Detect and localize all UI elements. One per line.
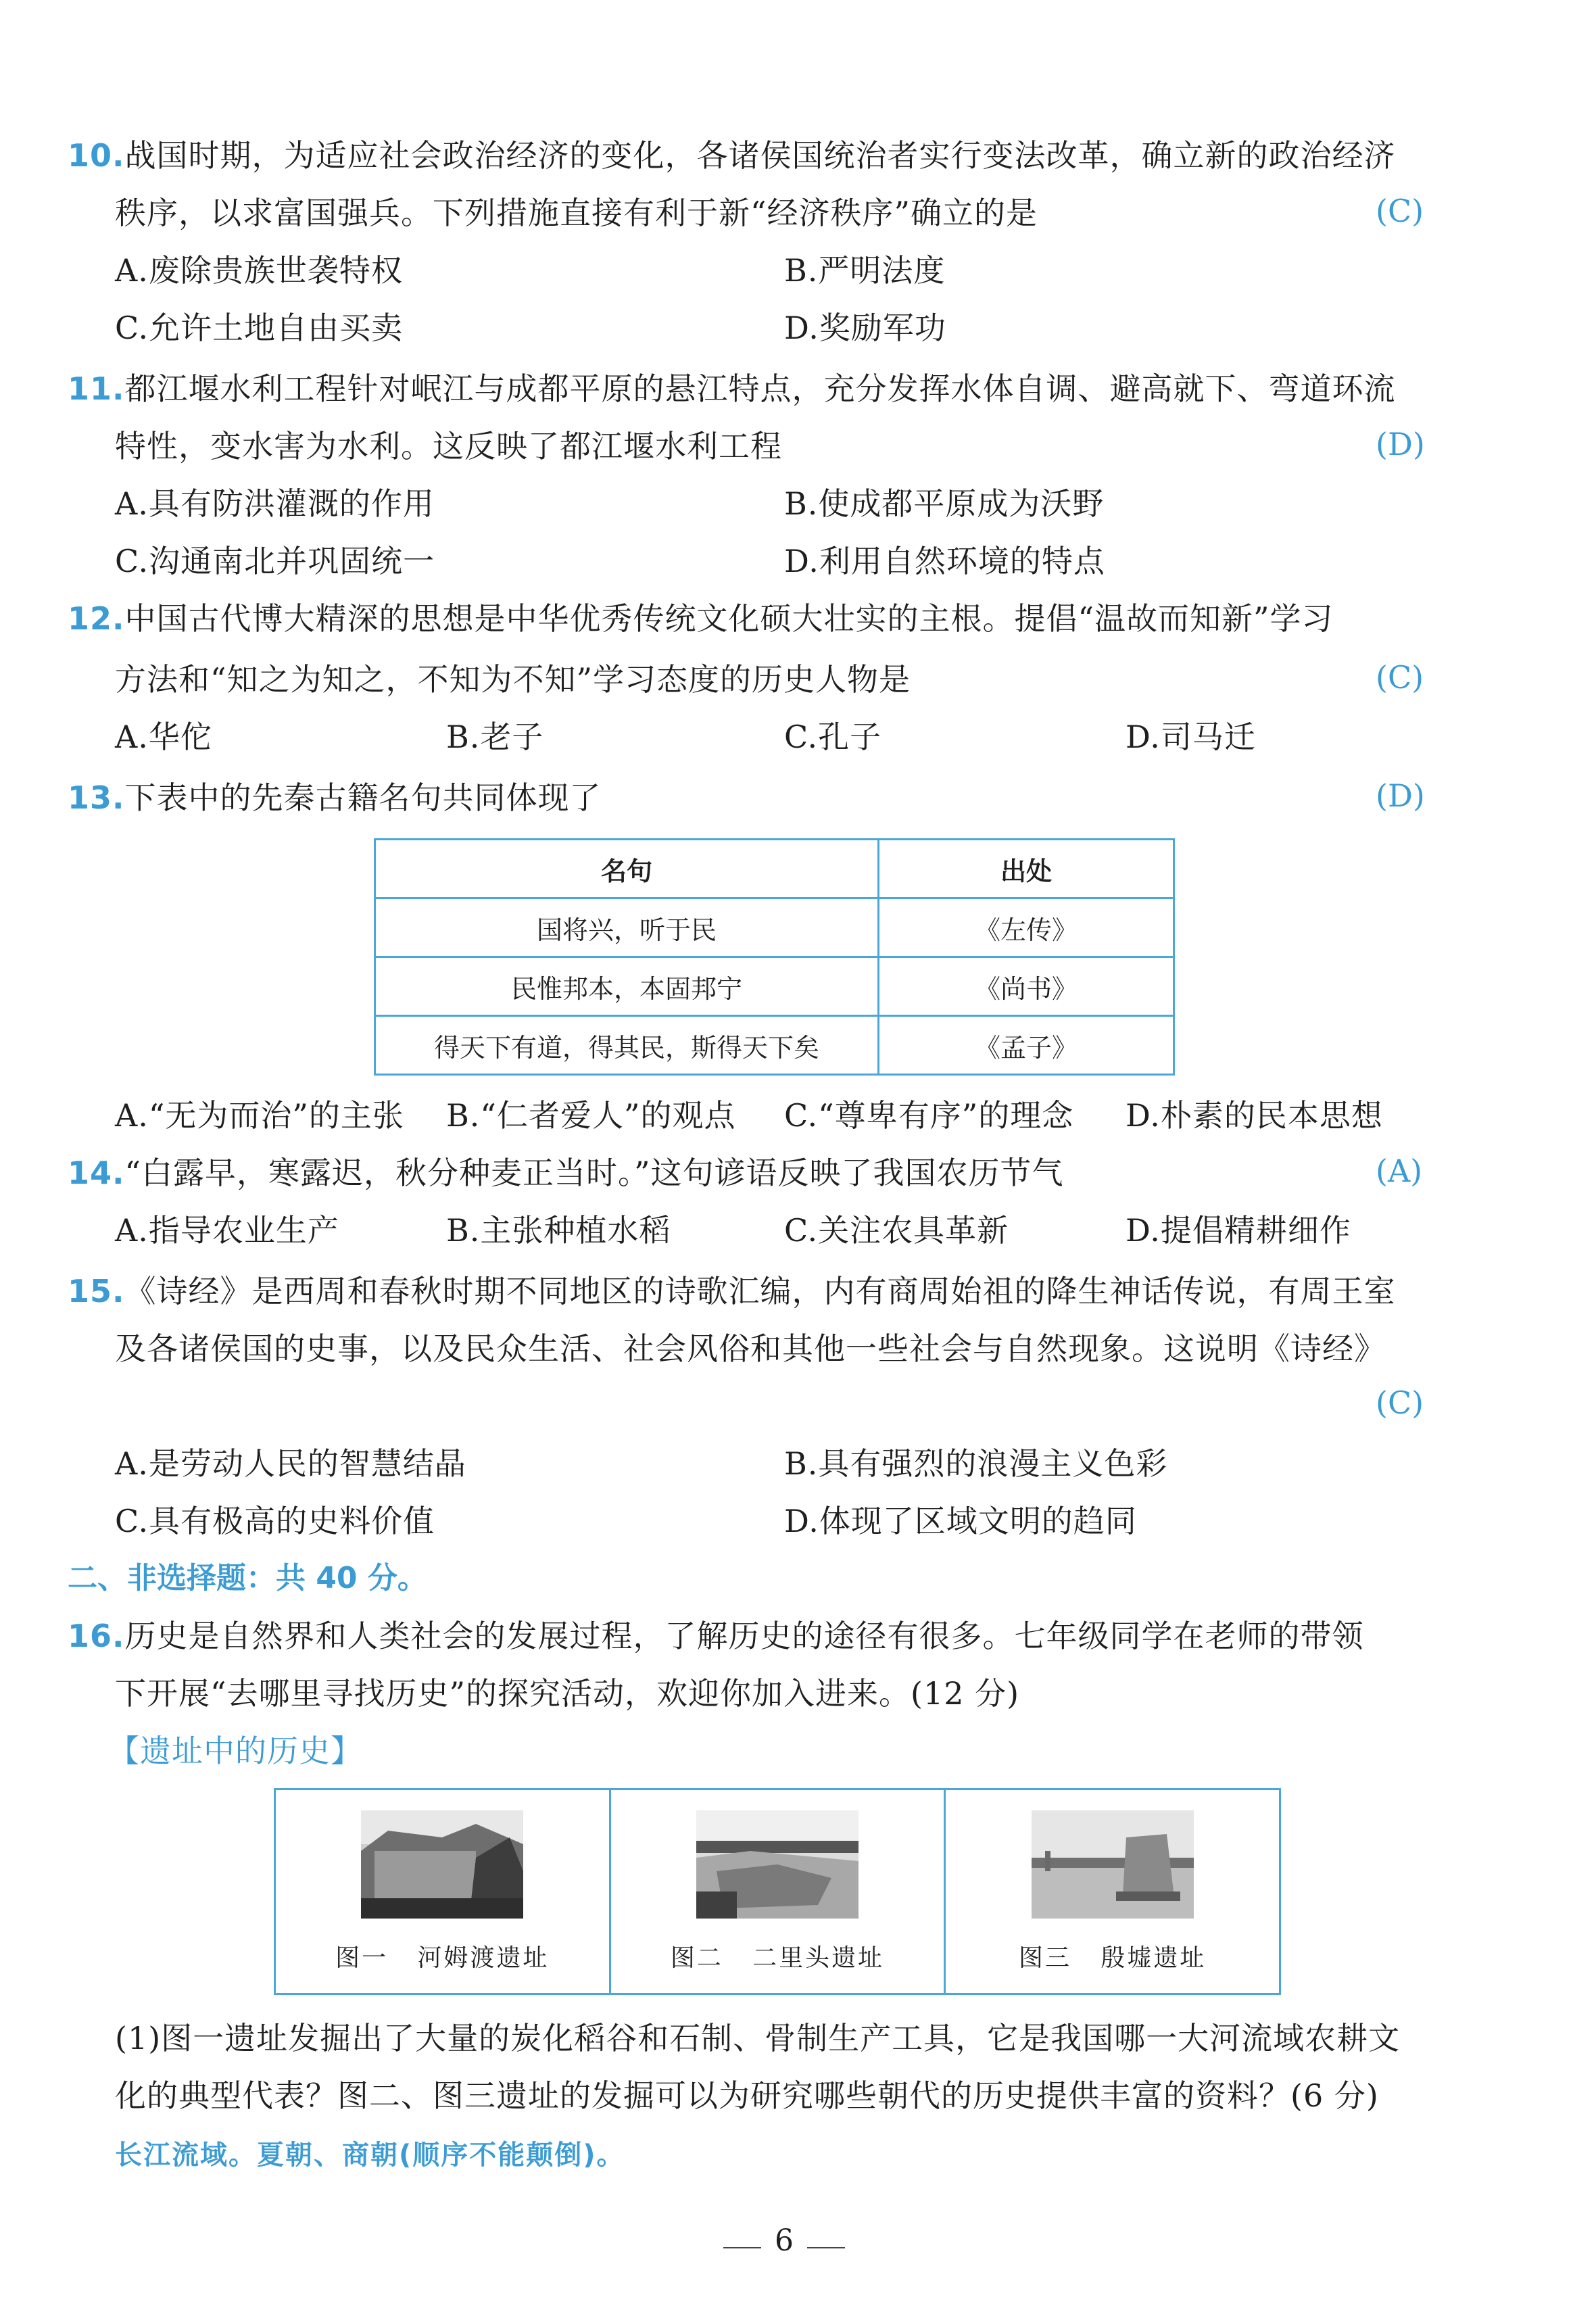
- hemudu-photo: [361, 1810, 523, 1919]
- q12-number: 12.: [68, 600, 125, 637]
- q11-option-c: C.沟通南北并巩固统一: [115, 543, 435, 579]
- q10-option-d: D.奖励军功: [784, 310, 946, 346]
- q12-option-c: C.孔子: [784, 719, 882, 755]
- table-cell-quote: 得天下有道，得其民，斯得天下矣: [375, 1016, 879, 1075]
- page-number: 6: [683, 2221, 886, 2261]
- q13-option-c: C.“尊卑有序”的理念: [784, 1097, 1074, 1134]
- table-row: [375, 1016, 1174, 1075]
- site-panel-1: [276, 1790, 611, 1993]
- q11-number: 11.: [68, 370, 125, 407]
- q10-option-c: C.允许土地自由买卖: [115, 310, 404, 346]
- section-heading: 二、非选择题：共 40 分。: [68, 1561, 427, 1595]
- q16-number: 16.: [68, 1618, 125, 1654]
- erlitou-photo: [696, 1810, 859, 1919]
- q10-line1: 10.战国时期，为适应社会政治经济的变化，各诸侯国统治者实行变法改革，确立新的政治经济: [68, 137, 1396, 174]
- page-number-dash-right: [807, 2247, 845, 2248]
- q15-option-d: D.体现了区域文明的趋同: [784, 1503, 1137, 1539]
- q14-line1: 14.“白露早，寒露迟，秋分种麦正当时。”这句谚语反映了我国农历节气: [68, 1155, 1064, 1191]
- q12-option-b: B.老子: [446, 719, 544, 755]
- q10-number: 10.: [68, 137, 125, 174]
- q12-line1: 12.中国古代博大精深的思想是中华优秀传统文化硕大壮实的主根。提倡“温故而知新”学习: [68, 600, 1334, 637]
- quote-table: [374, 838, 1175, 1076]
- table-cell-quote: 民惟邦本，本固邦宁: [375, 957, 879, 1016]
- q13-line1: 13.下表中的先秦古籍名句共同体现了: [68, 779, 602, 816]
- q13-option-a: A.“无为而治”的主张: [115, 1097, 404, 1134]
- table-cell-source: 《孟子》: [879, 1016, 1174, 1075]
- q14-option-a: A.指导农业生产: [115, 1212, 339, 1249]
- q11-option-b: B.使成都平原成为沃野: [784, 485, 1105, 522]
- q11-line2: 特性，变水害为水利。这反映了都江堰水利工程: [115, 428, 782, 464]
- q15-option-a: A.是劳动人民的智慧结晶: [115, 1445, 466, 1482]
- q16-line2: 下开展“去哪里寻找历史”的探究活动，欢迎你加入进来。(12 分): [115, 1675, 1020, 1712]
- q13-option-d: D.朴素的民本思想: [1126, 1097, 1383, 1134]
- q11-option-a: A.具有防洪灌溉的作用: [115, 485, 435, 522]
- q11-answer: (D): [1376, 426, 1425, 462]
- sites-figure: [274, 1788, 1281, 1995]
- site-caption-1: 图一 河姆渡遗址: [335, 1944, 550, 1972]
- q13-number: 13.: [68, 779, 125, 816]
- q11-line1: 11.都江堰水利工程针对岷江与成都平原的悬江特点，充分发挥水体自调、避高就下、弯道环流: [68, 370, 1396, 407]
- handwritten-answer: 长江流域。夏朝、商朝(顺序不能颠倒)。: [115, 2140, 625, 2171]
- table-cell-source: 《尚书》: [879, 957, 1174, 1016]
- page-number-dash-left: [723, 2247, 761, 2248]
- q15-line1: 15.《诗经》是西周和春秋时期不同地区的诗歌汇编，内有商周始祖的降生神话传说，有周王室: [68, 1273, 1396, 1309]
- table-row: [375, 957, 1174, 1016]
- q10-line2: 秩序，以求富国强兵。下列措施直接有利于新“经济秩序”确立的是: [115, 195, 1038, 231]
- q14-answer: (A): [1376, 1153, 1423, 1189]
- q12-option-a: A.华佗: [115, 719, 212, 755]
- q16-line1: 16.历史是自然界和人类社会的发展过程，了解历史的途径有很多。七年级同学在老师的带领: [68, 1618, 1364, 1654]
- q16-sub1-line1: (1)图一遗址发掘出了大量的炭化稻谷和石制、骨制生产工具，它是我国哪一大河流域农耕文: [115, 2020, 1401, 2056]
- q12-answer: (C): [1376, 659, 1424, 696]
- q11-option-d: D.利用自然环境的特点: [784, 543, 1105, 579]
- q15-answer: (C): [1376, 1384, 1424, 1421]
- q13-option-b: B.“仁者爱人”的观点: [446, 1097, 736, 1134]
- q12-line2: 方法和“知之为知之，不知为不知”学习态度的历史人物是: [115, 661, 911, 698]
- q14-option-c: C.关注农具革新: [784, 1212, 1009, 1249]
- q10-option-a: A.废除贵族世袭特权: [115, 252, 403, 289]
- q15-option-b: B.具有强烈的浪漫主义色彩: [784, 1445, 1168, 1482]
- q16-subheading: 【遗址中的历史】: [108, 1733, 362, 1769]
- site-caption-2: 图二 二里头遗址: [670, 1944, 885, 1972]
- q12-option-d: D.司马迁: [1126, 719, 1256, 755]
- q14-option-b: B.主张种植水稻: [446, 1212, 671, 1249]
- q14-option-d: D.提倡精耕细作: [1126, 1212, 1351, 1249]
- table-cell-source: 《左传》: [879, 898, 1174, 957]
- q15-option-c: C.具有极高的史料价值: [115, 1503, 435, 1539]
- site-panel-3: [946, 1790, 1279, 1993]
- q15-number: 15.: [68, 1273, 125, 1309]
- q16-sub1-line2: 化的典型代表？图二、图三遗址的发掘可以为研究哪些朝代的历史提供丰富的资料？(6 分): [115, 2077, 1379, 2114]
- site-panel-2: [611, 1790, 946, 1993]
- q10-answer: (C): [1376, 193, 1424, 229]
- table-header-source: 出处: [879, 840, 1174, 898]
- site-caption-3: 图三 殷墟遗址: [1018, 1944, 1207, 1972]
- q10-option-b: B.严明法度: [784, 252, 946, 289]
- yinxu-photo: [1032, 1810, 1194, 1919]
- table-header-row: [375, 840, 1174, 898]
- table-cell-quote: 国将兴，听于民: [375, 898, 879, 957]
- q14-number: 14.: [68, 1155, 125, 1191]
- table-row: [375, 898, 1174, 957]
- q13-answer: (D): [1376, 777, 1425, 814]
- q15-line2: 及各诸侯国的史事，以及民众生活、社会风俗和其他一些社会与自然现象。这说明《诗经》: [115, 1330, 1386, 1367]
- table-header-quote: 名句: [375, 840, 879, 898]
